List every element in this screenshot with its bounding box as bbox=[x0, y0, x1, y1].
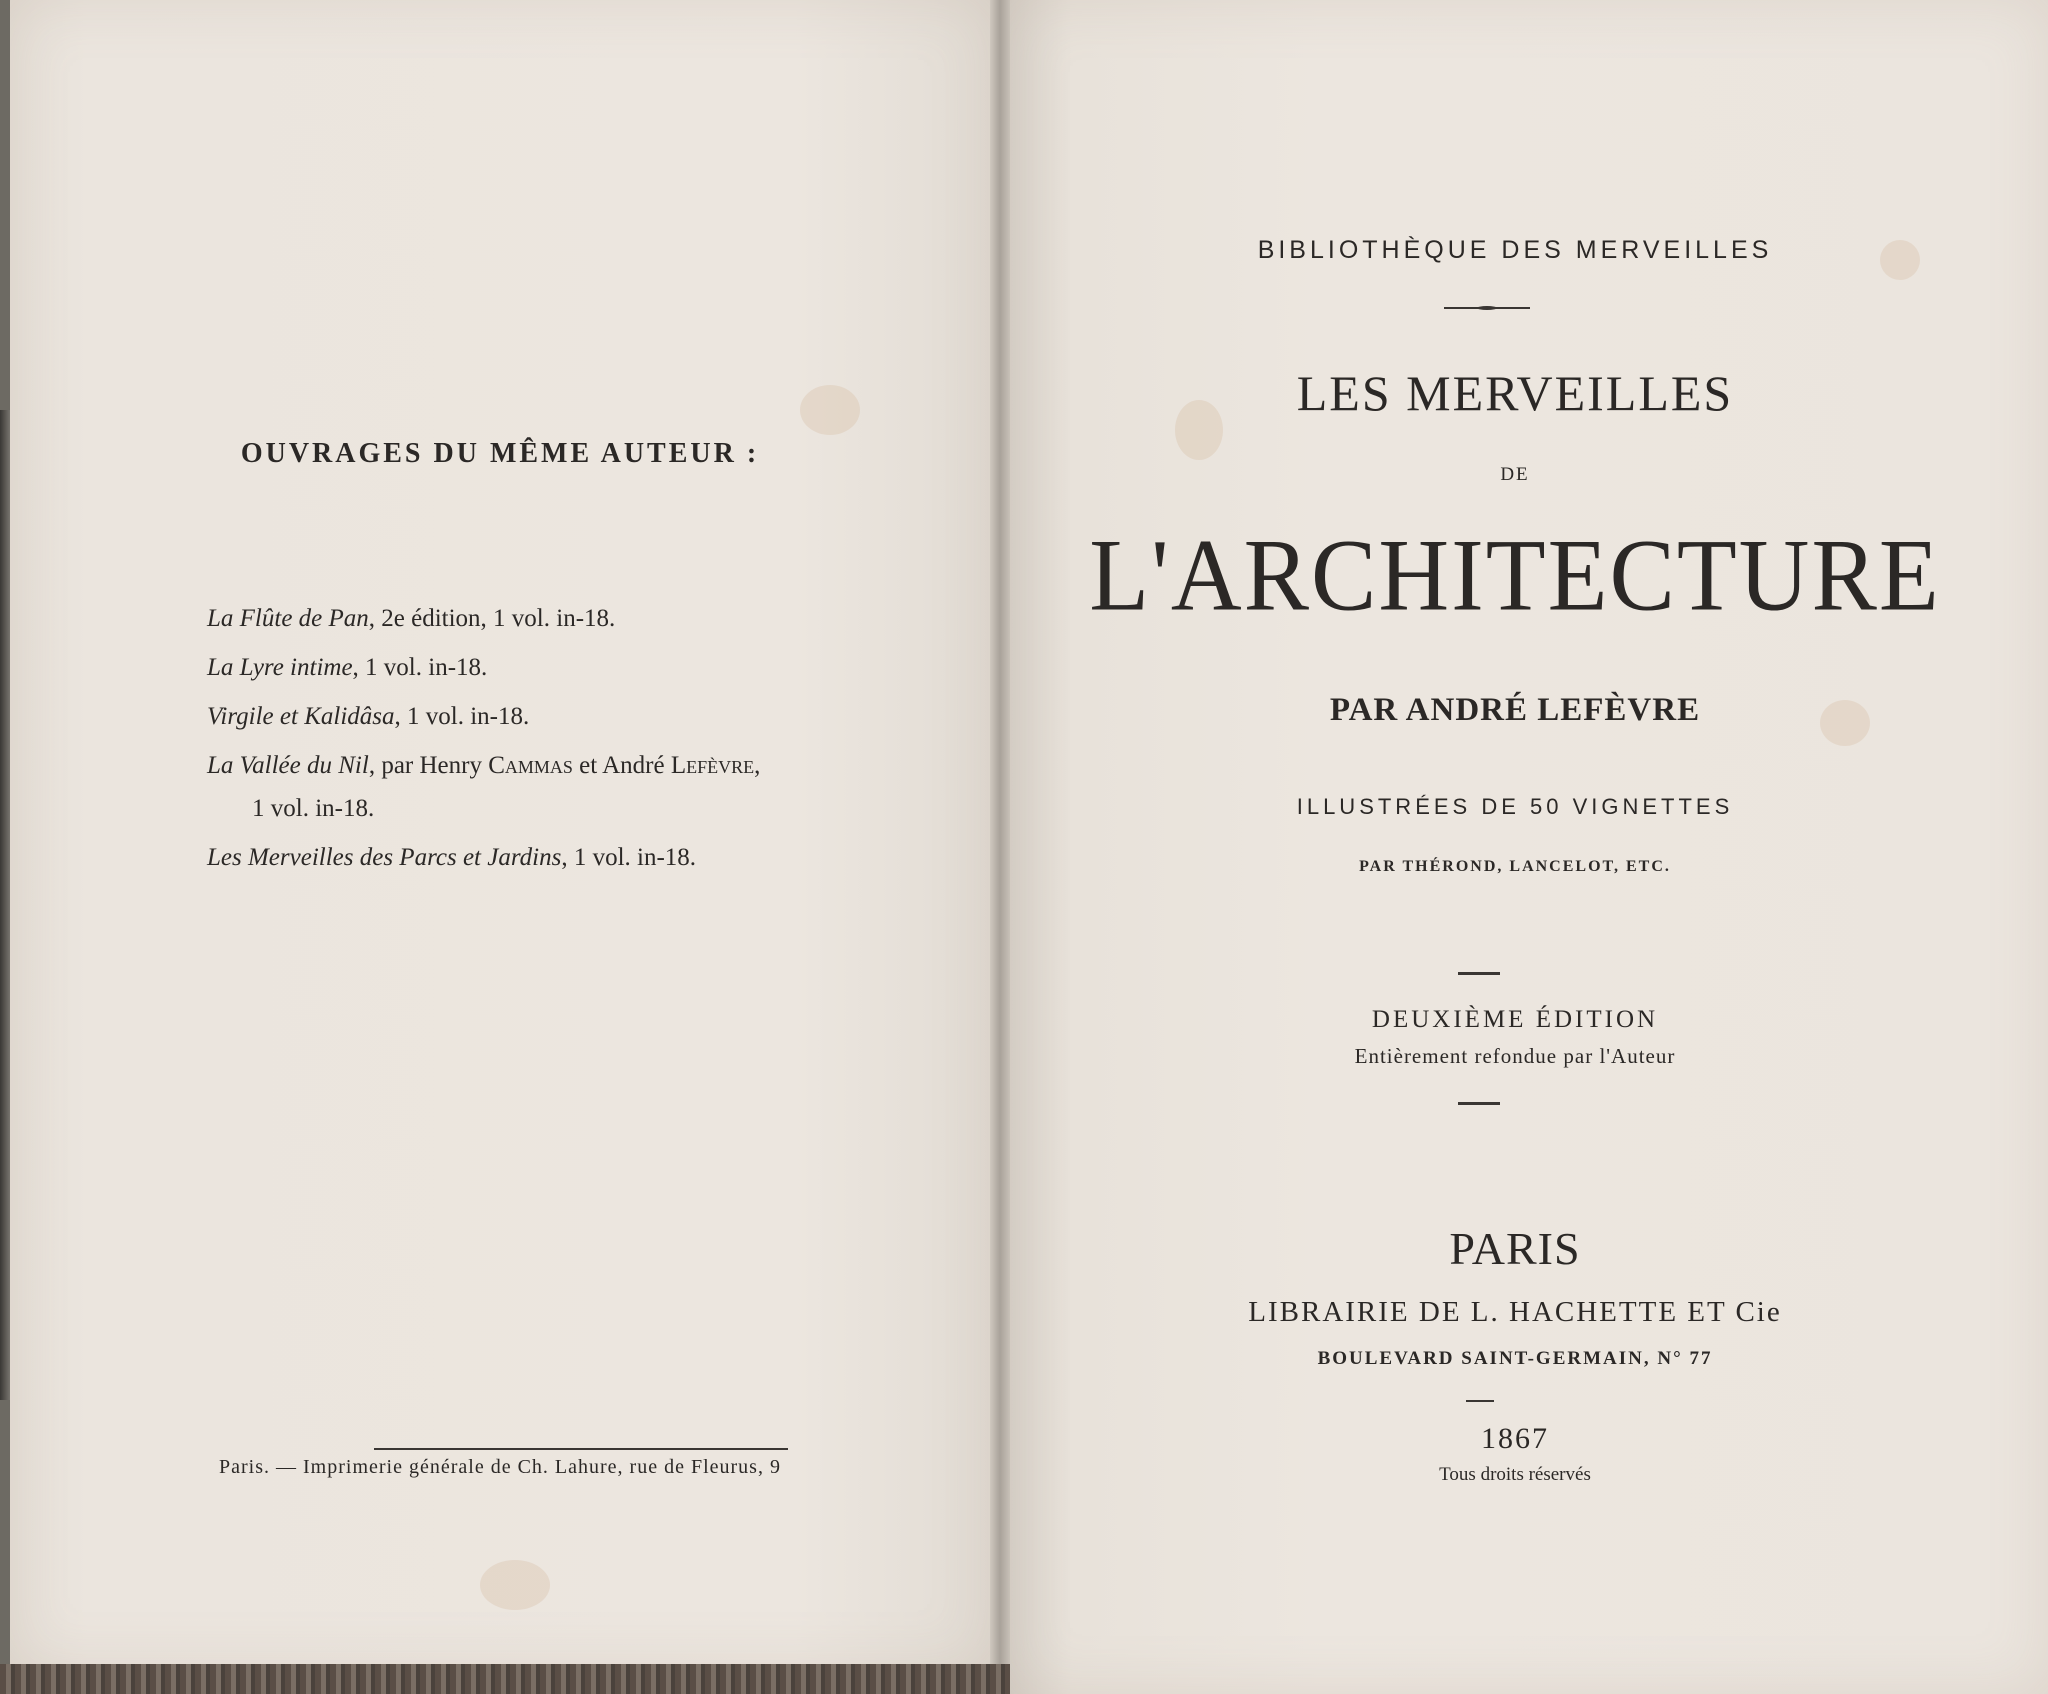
edition-line: DEUXIÈME ÉDITION bbox=[1371, 1006, 1659, 1033]
short-rule bbox=[1466, 1400, 1494, 1402]
foxing-stain bbox=[800, 385, 860, 435]
list-item: La Vallée du Nil, par Henry Cammas et André Lefèvre, 1 vol. in-18. bbox=[207, 752, 761, 822]
main-title: L'ARCHITECTURE bbox=[1089, 519, 1941, 633]
publisher-name: LIBRAIRIE DE L. HACHETTE ET Cie bbox=[1248, 1296, 1782, 1328]
author-line: PAR ANDRÉ LEFÈVRE bbox=[1329, 692, 1701, 728]
rights-notice: Tous droits réservés bbox=[1439, 1464, 1591, 1485]
other-works-heading: OUVRAGES DU MÊME AUTEUR : bbox=[240, 438, 760, 469]
publication-place: PARIS bbox=[1449, 1223, 1581, 1274]
works-list bbox=[207, 594, 967, 882]
publication-year: 1867 bbox=[1481, 1422, 1549, 1455]
illustrators-line: PAR THÉROND, LANCELOT, ETC. bbox=[1359, 858, 1671, 875]
list-item: La Lyre intime, 1 vol. in-18. bbox=[207, 654, 488, 681]
foxing-stain bbox=[480, 1560, 550, 1610]
illustrations-line: ILLUSTRÉES DE 50 VIGNETTES bbox=[1296, 794, 1734, 819]
list-item: Les Merveilles des Parcs et Jardins, 1 vol. in-18. bbox=[207, 844, 697, 871]
ornament-divider bbox=[1444, 306, 1530, 310]
imprint-divider bbox=[374, 1448, 788, 1450]
list-item: La Flûte de Pan, 2e édition, 1 vol. in-18. bbox=[207, 605, 616, 632]
marbled-edge bbox=[0, 1664, 1010, 1694]
short-rule bbox=[1458, 1102, 1500, 1105]
title-connector: DE bbox=[1500, 464, 1530, 485]
page-gutter bbox=[990, 0, 1010, 1694]
list-item: Virgile et Kalidâsa, 1 vol. in-18. bbox=[207, 703, 530, 730]
short-rule bbox=[1458, 972, 1500, 975]
edition-note: Entièrement refondue par l'Auteur bbox=[1354, 1044, 1676, 1068]
title-line-1: LES MERVEILLES bbox=[1296, 365, 1734, 421]
printer-imprint: Paris. — Imprimerie générale de Ch. Lahure, rue de Fleurus, 9 bbox=[219, 1456, 781, 1478]
series-title: BIBLIOTHÈQUE DES MERVEILLES bbox=[1257, 236, 1773, 264]
publisher-address: BOULEVARD SAINT-GERMAIN, N° 77 bbox=[1317, 1348, 1713, 1369]
